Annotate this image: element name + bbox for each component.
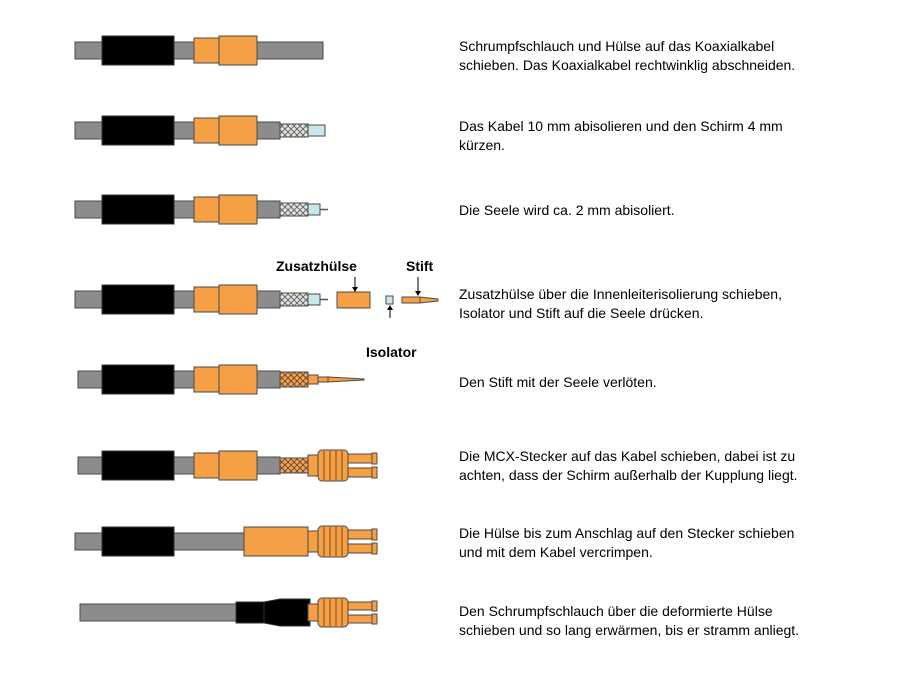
step-1-line-1: Schrumpfschlauch und Hülse auf das Koaxialkabel <box>459 38 775 54</box>
step-4-line-1: Zusatzhülse über die Innenleiterisolierung schieben, <box>459 286 782 302</box>
cable-step-4 <box>75 277 438 318</box>
step-7-text <box>459 524 889 562</box>
step-1-text <box>459 37 889 75</box>
cable-step-3 <box>75 195 328 224</box>
callout-stift: Stift <box>406 258 434 274</box>
mcx-connector-6 <box>308 450 377 481</box>
step-4-line-2: Isolator und Stift auf die Seele drücken. <box>459 305 704 321</box>
step-8-text <box>459 602 889 640</box>
step-6-line-1: Die MCX-Stecker auf das Kabel schieben, dabei ist zu <box>459 448 796 464</box>
cable-step-6 <box>78 450 377 481</box>
step-2-line-1: Das Kabel 10 mm abisolieren und den Schirm 4 mm <box>459 118 783 134</box>
stift-part <box>402 297 438 303</box>
zusatzhuelse-part <box>337 292 370 308</box>
step-6-text <box>459 447 889 485</box>
step-4-text <box>459 285 889 323</box>
callout-zusatzhuelse: Zusatzhülse <box>276 258 357 274</box>
mcx-connector-8 <box>308 598 377 627</box>
step-8-line-1: Den Schrumpfschlauch über die deformierte Hülse <box>459 603 773 619</box>
step-7-line-2: und mit dem Kabel vercrimpen. <box>459 544 653 560</box>
cable-step-1 <box>75 36 323 65</box>
cable-step-2 <box>75 116 325 145</box>
cable-step-7 <box>75 526 377 557</box>
step-3-text <box>459 201 889 220</box>
cable-step-5 <box>78 365 364 394</box>
step-8-line-2: schieben und so lang erwärmen, bis er stramm anliegt. <box>459 622 800 638</box>
step-1-line-2: schieben. Das Koaxialkabel rechtwinklig abschneiden. <box>459 57 796 73</box>
step-6-line-2: achten, dass der Schirm außerhalb der Kupplung liegt. <box>459 467 798 483</box>
callout-isolator: Isolator <box>366 344 417 360</box>
cable-step-8 <box>80 598 377 627</box>
step-3-line-1: Die Seele wird ca. 2 mm abisoliert. <box>459 202 675 218</box>
step-2-line-2: kürzen. <box>459 137 505 153</box>
isolator-part <box>386 296 393 304</box>
mcx-connector-7 <box>308 526 377 557</box>
step-2-text <box>459 117 889 155</box>
step-7-line-1: Die Hülse bis zum Anschlag auf den Stecker schieben <box>459 525 795 541</box>
step-5-text <box>459 373 889 392</box>
step-5-line-1: Den Stift mit der Seele verlöten. <box>459 374 657 390</box>
